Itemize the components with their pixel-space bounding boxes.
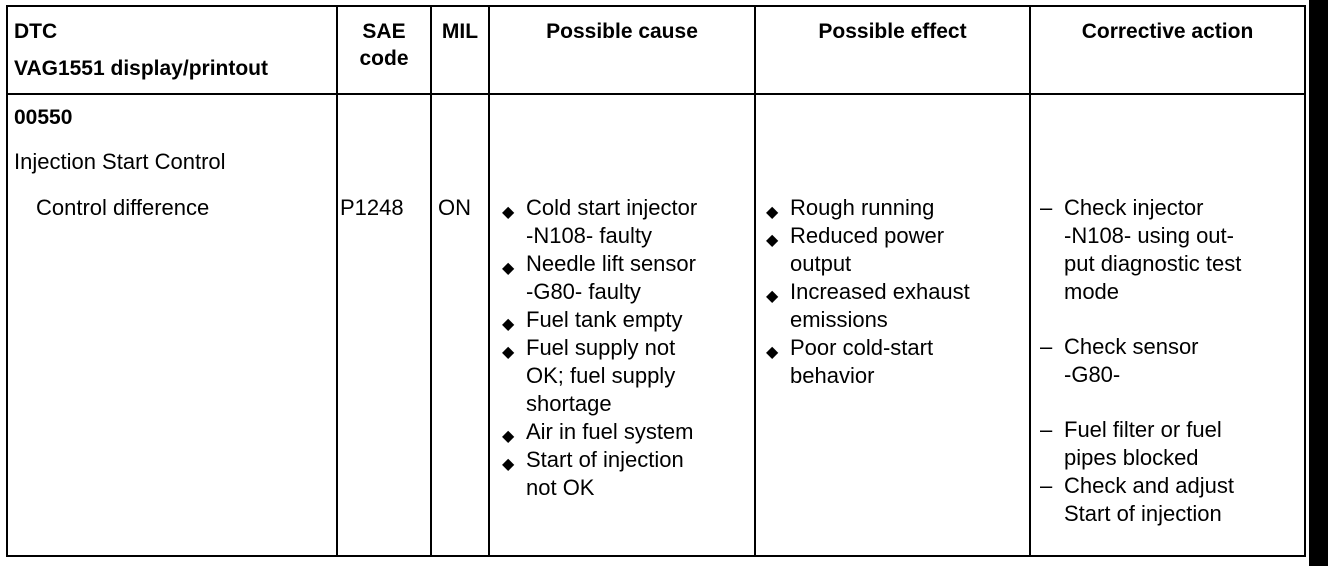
list-item-line: Start of injection	[526, 447, 684, 472]
diamond-bullet-icon: ◆	[766, 288, 779, 305]
diamond-bullet-icon: ◆	[502, 260, 515, 277]
column-divider	[336, 7, 338, 555]
list-item-line: Poor cold-start	[790, 335, 934, 360]
list-item-line: Increased exhaust	[790, 279, 970, 304]
list-item-line: Rough running	[790, 195, 935, 220]
effect-item	[764, 194, 970, 222]
dtc-code: 00550	[14, 106, 73, 129]
diamond-bullet-icon: ◆	[766, 344, 779, 361]
diamond-bullet-icon: ◆	[766, 204, 779, 221]
list-item-line: emissions	[790, 307, 888, 332]
effect-item	[764, 222, 970, 278]
cause-item	[500, 446, 697, 502]
corrective-action-list	[1038, 194, 1241, 528]
list-item-line: shortage	[526, 391, 612, 416]
action-item	[1038, 416, 1241, 472]
header-possible-effect: Possible effect	[818, 20, 967, 43]
column-divider	[488, 7, 490, 555]
list-item-line: Fuel tank empty	[526, 307, 683, 332]
diamond-bullet-icon: ◆	[502, 456, 515, 473]
list-item-line: -G80-	[1064, 362, 1121, 387]
list-item-line: -N108- using out-	[1064, 223, 1234, 248]
cause-item	[500, 250, 697, 306]
diamond-bullet-icon: ◆	[502, 316, 515, 333]
list-item-line: OK; fuel supply	[526, 363, 676, 388]
scan-edge	[1309, 0, 1328, 566]
dtc-detail: Control difference	[36, 195, 210, 220]
column-divider	[754, 7, 756, 555]
dash-bullet-icon: –	[1040, 417, 1053, 442]
diamond-bullet-icon: ◆	[502, 428, 515, 445]
list-item-line: behavior	[790, 363, 875, 388]
dtc-table	[6, 5, 1306, 557]
effect-item	[764, 278, 970, 334]
diamond-bullet-icon: ◆	[502, 204, 515, 221]
diamond-bullet-icon: ◆	[502, 344, 515, 361]
dtc-name: Injection Start Control	[14, 149, 226, 174]
cause-item	[500, 194, 697, 250]
header-mil: MIL	[441, 20, 479, 43]
diamond-bullet-icon: ◆	[766, 232, 779, 249]
header-possible-cause: Possible cause	[546, 20, 698, 43]
list-item-line: output	[790, 251, 852, 276]
possible-effect-list	[764, 194, 970, 390]
list-item-line: put diagnostic test	[1064, 251, 1242, 276]
effect-item	[764, 334, 970, 390]
header-dtc-display: VAG1551 display/printout	[14, 57, 268, 80]
header-sae-code: code	[359, 47, 409, 70]
list-item-line: -N108- faulty	[526, 223, 652, 248]
list-item-line: Fuel filter or fuel	[1064, 417, 1222, 442]
cause-item	[500, 306, 697, 334]
cause-item	[500, 418, 697, 446]
list-item-line: Cold start injector	[526, 195, 698, 220]
header-corrective-action: Corrective action	[1081, 20, 1254, 43]
list-item-line: Check injector	[1064, 195, 1204, 220]
action-item	[1038, 194, 1241, 306]
list-item-line: Check sensor	[1064, 334, 1199, 359]
list-item-line: Reduced power	[790, 223, 945, 248]
dash-bullet-icon: –	[1040, 334, 1053, 359]
action-item	[1038, 333, 1241, 389]
sae-code: P1248	[340, 195, 404, 220]
list-item-line: pipes blocked	[1064, 445, 1199, 470]
list-item-line: Air in fuel system	[526, 419, 694, 444]
dash-bullet-icon: –	[1040, 195, 1053, 220]
list-item-line: Start of injection	[1064, 501, 1222, 526]
list-item-line: Needle lift sensor	[526, 251, 696, 276]
header-dtc: DTC	[14, 20, 58, 43]
column-divider	[1029, 7, 1031, 555]
list-item-line: Check and adjust	[1064, 473, 1234, 498]
list-item-line: not OK	[526, 475, 595, 500]
mil-status: ON	[438, 195, 471, 220]
list-item-line: -G80- faulty	[526, 279, 641, 304]
cause-item	[500, 334, 697, 418]
action-item	[1038, 472, 1241, 528]
header-sae: SAE	[362, 20, 406, 43]
list-item-line: mode	[1064, 279, 1120, 304]
header-divider	[8, 93, 1304, 95]
column-divider	[430, 7, 432, 555]
possible-cause-list	[500, 194, 697, 502]
dash-bullet-icon: –	[1040, 473, 1053, 498]
list-item-line: Fuel supply not	[526, 335, 676, 360]
